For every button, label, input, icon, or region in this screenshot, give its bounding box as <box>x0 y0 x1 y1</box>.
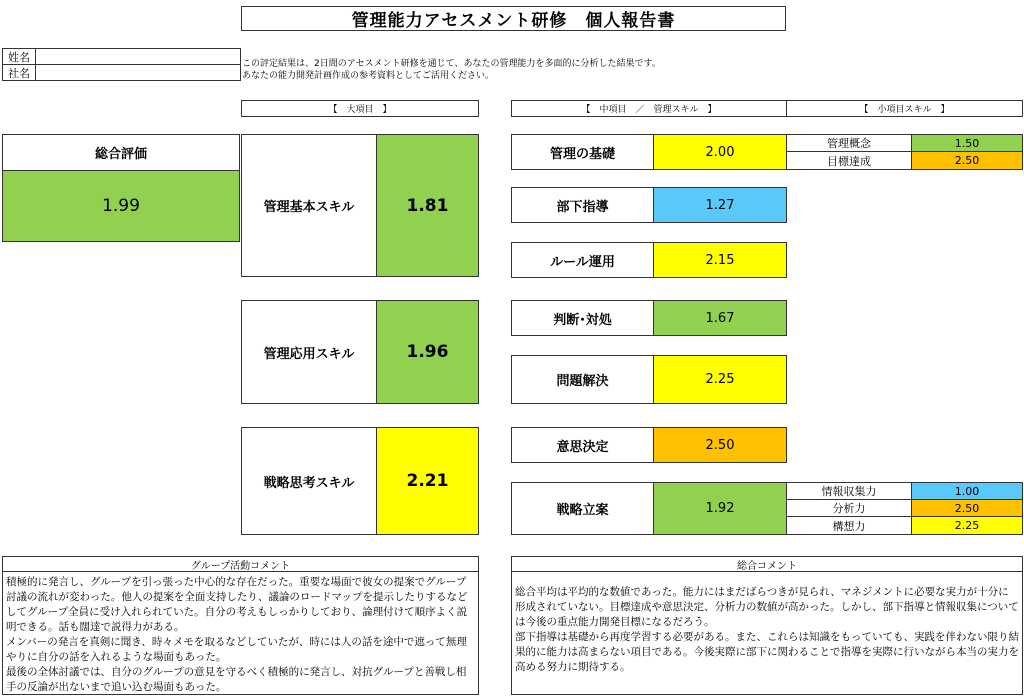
minor-item-info-score: 1.00 <box>911 482 1023 500</box>
middle-item-strategy-planning-label: 戦略立案 <box>511 482 654 535</box>
minor-item-info-label: 情報収集力 <box>786 482 912 500</box>
middle-item-judgment-score: 1.67 <box>653 300 787 336</box>
middle-item-subordinate <box>511 187 787 223</box>
middle-item-decision-label: 意思決定 <box>511 427 654 463</box>
intro-line-1: この評定結果は、2日間のアセスメント研修を通じて、あなたの管理能力を多面的に分析した結果です。 <box>242 59 661 69</box>
minor-item-analysis-label: 分析力 <box>786 499 912 517</box>
minor-item-concept-label: 管理概念 <box>786 134 912 152</box>
middle-item-subordinate-label: 部下指導 <box>511 187 654 223</box>
minor-item-concept-score: 1.50 <box>911 134 1023 152</box>
minor-item-goal-label: 目標達成 <box>786 151 912 170</box>
major-item-basic <box>241 134 479 277</box>
info-table <box>2 48 241 81</box>
middle-item-basics-label: 管理の基礎 <box>511 134 654 170</box>
intro-line-2: あなたの能力開発計画作成の参考資料としてご活用ください。 <box>242 71 495 81</box>
middle-item-problem-solving <box>511 355 787 404</box>
minor-item-goal-score: 2.50 <box>911 151 1023 170</box>
minor-items-strategy <box>786 482 1023 535</box>
major-item-strategy <box>241 427 479 535</box>
minor-item-vision-label: 構想力 <box>786 516 912 535</box>
middle-item-strategy-planning-score: 1.92 <box>653 482 787 535</box>
report-title: 管理能力アセスメント研修 個人報告書 <box>241 6 786 31</box>
major-item-applied <box>241 300 479 404</box>
group-comment-paragraph: メンバーの発言を真剣に聞き、時々メモを取るなどしていたが、時には人の話を途中で遮って無理やりに自分の話を入れるような場面もあった。 <box>6 636 467 663</box>
group-comment-panel <box>2 556 479 695</box>
minor-item-vision-score: 2.25 <box>911 516 1023 535</box>
middle-item-rules <box>511 242 787 278</box>
group-comment-title: グループ活動コメント <box>3 557 478 572</box>
overall-comment-body <box>512 583 1022 693</box>
major-item-strategy-label: 戦略思考スキル <box>241 427 377 535</box>
middle-item-judgment <box>511 300 787 336</box>
middle-item-decision <box>511 427 787 463</box>
overall-comment-paragraph: 部下指導は基礎から再度学習する必要がある。また、これらは知識をもっていても、実践を伴わない限り結果的に能力は高まらない項目である。今後実際に部下に関わることで指導を実際に行いながら本当の実力を高める努力に期待する。 <box>515 631 1019 673</box>
major-item-applied-score: 1.96 <box>376 300 479 404</box>
intro-text <box>242 58 842 82</box>
middle-item-judgment-label: 判断･対処 <box>511 300 654 336</box>
major-item-basic-score: 1.81 <box>376 134 479 277</box>
major-item-strategy-score: 2.21 <box>376 427 479 535</box>
major-header: 【 大項目 】 <box>241 100 479 117</box>
overall-comment-title: 総合コメント <box>512 557 1022 572</box>
minor-items-basics <box>786 134 1023 170</box>
overall-comment-paragraph: 総合平均は平均的な数値であった。能力にはまだばらつきが見られ、マネジメントに必要な実力が十分に形成されていない。目標達成や意思決定、分析力の数値が高かった。しかし、部下指導と情報収集については今後の重点能力開発目標になるだろう。 <box>515 586 1019 628</box>
name-value[interactable] <box>35 48 241 65</box>
major-item-applied-label: 管理応用スキル <box>241 300 377 404</box>
overall-label: 総合評価 <box>2 134 240 171</box>
company-value[interactable] <box>35 64 241 81</box>
minor-item-analysis-score: 2.50 <box>911 499 1023 517</box>
middle-item-basics-score: 2.00 <box>653 134 787 170</box>
middle-item-strategy-planning <box>511 482 787 535</box>
middle-item-subordinate-score: 1.27 <box>653 187 787 223</box>
overall-evaluation <box>2 134 240 242</box>
middle-item-problem-solving-score: 2.25 <box>653 355 787 404</box>
group-comment-paragraph: 最後の全体討議では、自分のグループの意見を守るべく積極的に発言し、対抗グループと善戦し相手の反論が出ないまで追い込む場面もあった。 <box>6 666 467 693</box>
name-label: 姓名 <box>2 48 36 65</box>
group-comment-body <box>3 573 478 694</box>
middle-item-rules-score: 2.15 <box>653 242 787 278</box>
company-label: 社名 <box>2 64 36 81</box>
overall-score: 1.99 <box>2 170 240 242</box>
middle-item-decision-score: 2.50 <box>653 427 787 463</box>
major-item-basic-label: 管理基本スキル <box>241 134 377 277</box>
group-comment-paragraph: 積極的に発言し、グループを引っ張った中心的な存在だった。重要な場面で彼女の提案でグループ討議の流れが変わった。他人の提案を全面支持したり、議論のロードマップを提示したりするなどしてグループ全員に受け入れられていた。自分の考えもしっかりしており、論理付けて順序よく説明できる。話も闊達で説得力がある。 <box>6 576 468 633</box>
middle-item-basics <box>511 134 787 170</box>
middle-item-problem-solving-label: 問題解決 <box>511 355 654 404</box>
overall-comment-panel <box>511 556 1023 695</box>
middle-header: 【 中項目 ／ 管理スキル 】 <box>511 100 787 117</box>
minor-header: 【 小項目スキル 】 <box>786 100 1023 117</box>
middle-item-rules-label: ルール運用 <box>511 242 654 278</box>
